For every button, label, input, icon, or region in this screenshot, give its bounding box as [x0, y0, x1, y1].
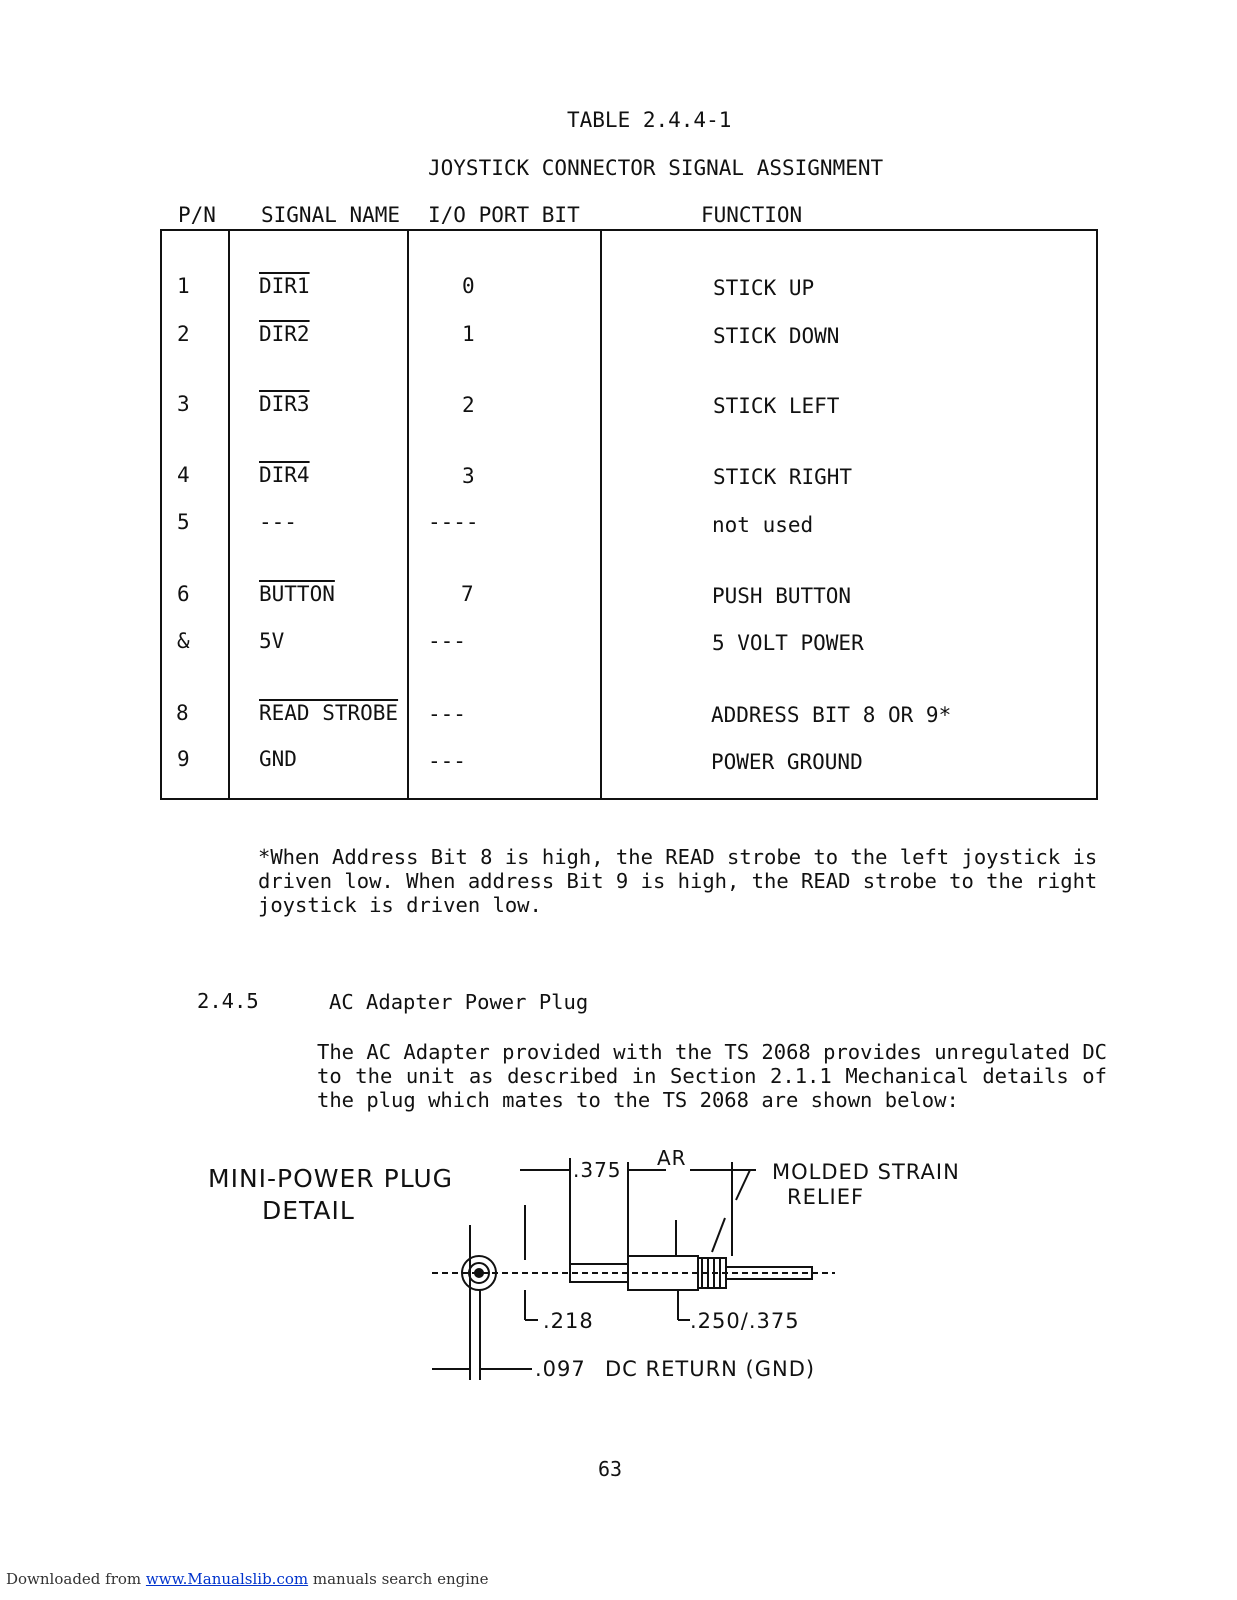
plug-tip: [570, 1264, 628, 1282]
dim-218-label: .218: [543, 1309, 594, 1333]
row1-pn: 1: [177, 274, 190, 298]
row5-function: not used: [712, 513, 814, 537]
column-divider: [228, 231, 230, 798]
row2-signal: DIR2: [259, 322, 310, 346]
row6-bit: 7: [461, 582, 474, 606]
table-footnote: *When Address Bit 8 is high, the READ strobe to the left joystick is driven low. When address Bit 9 is high, the READ strobe to the right joystick is driven low.: [258, 845, 1098, 917]
row7-pn: &: [177, 629, 190, 653]
row6-signal: BUTTON: [259, 582, 335, 606]
row5-bit: ----: [428, 510, 479, 534]
row4-function: STICK RIGHT: [713, 465, 853, 489]
row5-pn: 5: [177, 510, 190, 534]
column-divider: [600, 231, 602, 798]
plug-end-pin: [475, 1269, 483, 1277]
section-body: The AC Adapter provided with the TS 2068 provides unregulated DC to the unit as described in Section 2.1.1 Mechanical details of the plug which mates to the TS 2068 are shown below:: [317, 1040, 1107, 1112]
diagram-title-line2: DETAIL: [262, 1196, 355, 1225]
header-signal-name: SIGNAL NAME: [261, 203, 401, 227]
row8-function: ADDRESS BIT 8 OR 9*: [711, 703, 952, 727]
footer-prefix: Downloaded from: [6, 1570, 146, 1588]
footer: [6, 1570, 489, 1588]
header-io-port-bit: I/O PORT BIT: [428, 203, 580, 227]
row5-signal: ---: [259, 510, 297, 534]
row3-function: STICK LEFT: [713, 394, 840, 418]
row3-bit: 2: [462, 393, 475, 417]
row7-function: 5 VOLT POWER: [712, 631, 864, 655]
page-number: 63: [598, 1457, 623, 1481]
strain-label-line2: RELIEF: [787, 1185, 865, 1209]
diagram-title-line1: MINI-POWER PLUG: [208, 1164, 454, 1193]
footer-link[interactable]: www.Manualslib.com: [145, 1570, 309, 1588]
row4-bit: 3: [462, 464, 475, 488]
row6-function: PUSH BUTTON: [712, 584, 852, 608]
row8-pn: 8: [176, 701, 189, 725]
dc-return-label: DC RETURN (GND): [605, 1357, 816, 1381]
row4-signal: DIR4: [259, 463, 310, 487]
row2-function: STICK DOWN: [713, 324, 840, 348]
dim-375-label: .375: [573, 1158, 622, 1182]
dim-ar-label: AR: [657, 1146, 687, 1170]
header-function: FUNCTION: [701, 203, 803, 227]
row1-function: STICK UP: [713, 276, 815, 300]
dim-250-375-label: .250/.375: [690, 1309, 800, 1333]
section-number: 2.4.5: [197, 989, 259, 1013]
row7-signal: 5V: [259, 629, 285, 653]
row2-bit: 1: [462, 322, 475, 346]
section-title: AC Adapter Power Plug: [329, 990, 589, 1014]
row4-pn: 4: [177, 463, 190, 487]
row8-signal: READ STROBE: [259, 701, 399, 725]
row9-signal: GND: [259, 747, 297, 771]
table-subtitle: JOYSTICK CONNECTOR SIGNAL ASSIGNMENT: [428, 156, 884, 180]
row3-pn: 3: [177, 392, 190, 416]
row7-bit: ---: [428, 629, 466, 653]
row2-pn: 2: [177, 322, 190, 346]
row9-function: POWER GROUND: [711, 750, 863, 774]
row3-signal: DIR3: [259, 392, 310, 416]
strain-label-line1: MOLDED STRAIN: [772, 1160, 960, 1184]
row1-bit: 0: [462, 274, 475, 298]
dim-097-label: .097: [535, 1357, 586, 1381]
cable: [726, 1267, 812, 1279]
strain-leader: [712, 1218, 725, 1252]
row6-pn: 6: [177, 582, 190, 606]
row9-bit: ---: [428, 749, 466, 773]
table-title: TABLE 2.4.4-1: [567, 108, 732, 132]
row9-pn: 9: [177, 747, 190, 771]
row8-bit: ---: [428, 702, 466, 726]
header-pn: P/N: [178, 203, 216, 227]
footer-suffix: manuals search engine: [308, 1570, 489, 1588]
row1-signal: DIR1: [259, 274, 310, 298]
column-divider: [407, 231, 409, 798]
